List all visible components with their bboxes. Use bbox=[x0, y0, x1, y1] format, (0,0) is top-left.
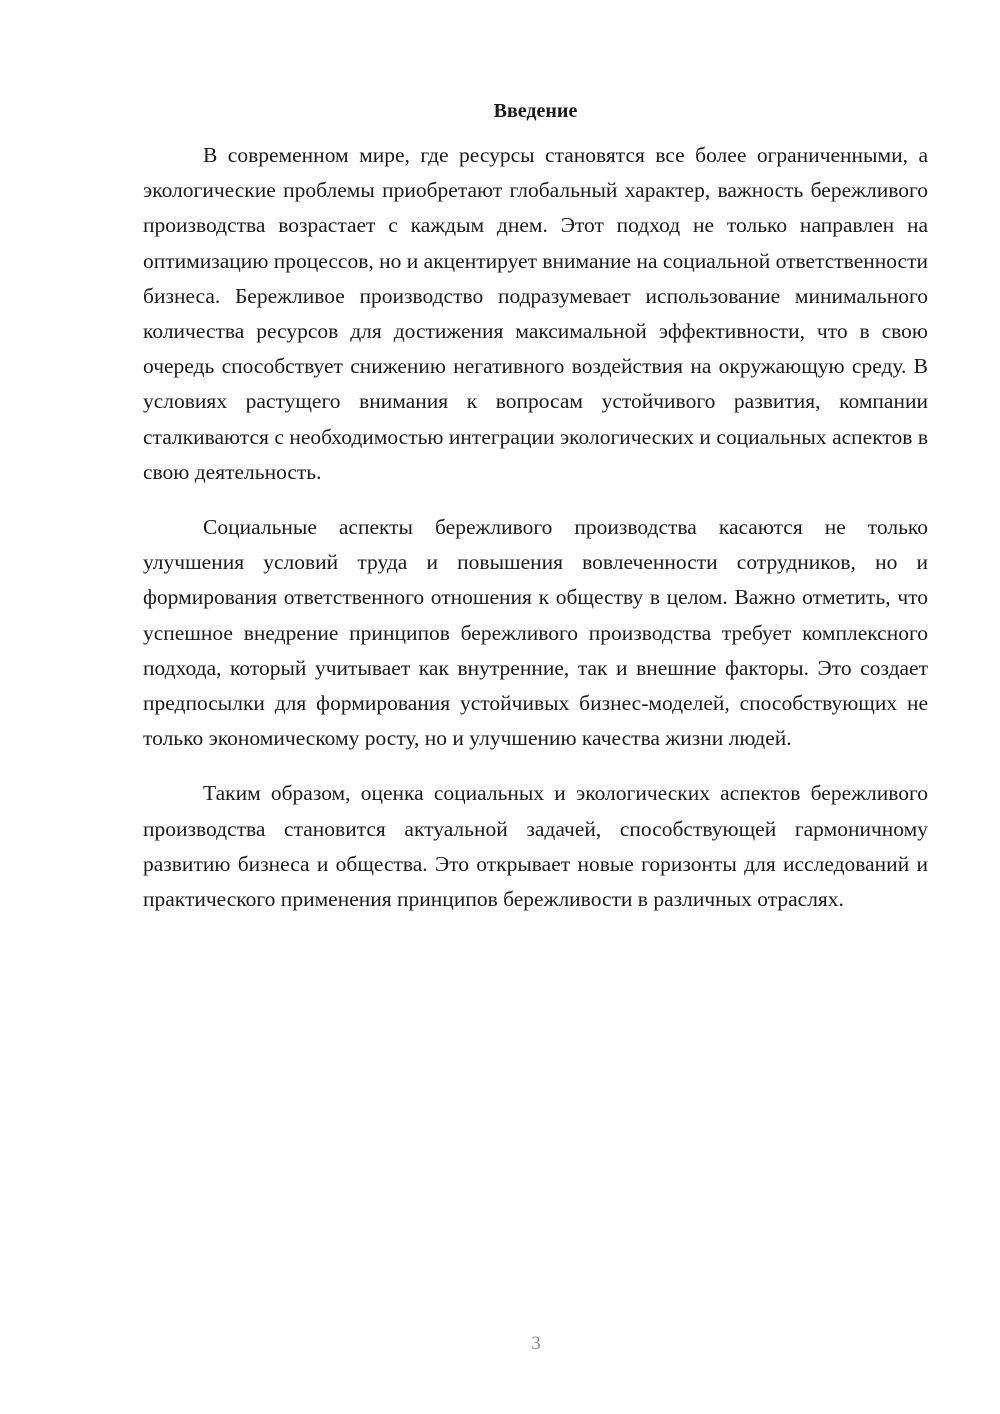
page-content bbox=[143, 96, 928, 937]
page-number: 3 bbox=[531, 1333, 541, 1354]
section-title: Введение bbox=[493, 100, 578, 122]
paragraph-3: Таким образом, оценка социальных и экологических аспектов бережливого производства становится актуальной задачей, способствующей гармоничному развитию бизнеса и общества. Это открывает новые горизонты для исследований и практического применения принципов бережливости в различных отраслях. bbox=[143, 781, 928, 912]
paragraph-2: Социальные аспекты бережливого производства касаются не только улучшения условий труда и повышения вовлеченности сотрудников, но и формирования ответственного отношения к обществу в целом. Важно отметить, что успешное внедрение принципов бережливого производства требует комплексного подхода, который учитывает как внутренние, так и внешние факторы. Это создает предпосылки для формирования устойчивых бизнес-моделей, способствующих не только экономическому росту, но и улучшению качества жизни людей. bbox=[143, 515, 928, 751]
paragraph-1: В современном мире, где ресурсы становятся все более ограниченными, а экологические проблемы приобретают глобальный характер, важность бережливого производства возрастает с каждым днем. Этот подход не только направлен на оптимизацию процессов, но и акцентирует внимание на социальной ответственности бизнеса. Бережливое производство подразумевает использование минимального количества ресурсов для достижения максимальной эффективности, что в свою очередь способствует снижению негативного воздействия на окружающую среду. В условиях растущего внимания к вопросам устойчивого развития, компании сталкиваются с необходимостью интеграции экологических и социальных аспектов в свою деятельность. bbox=[143, 143, 928, 484]
